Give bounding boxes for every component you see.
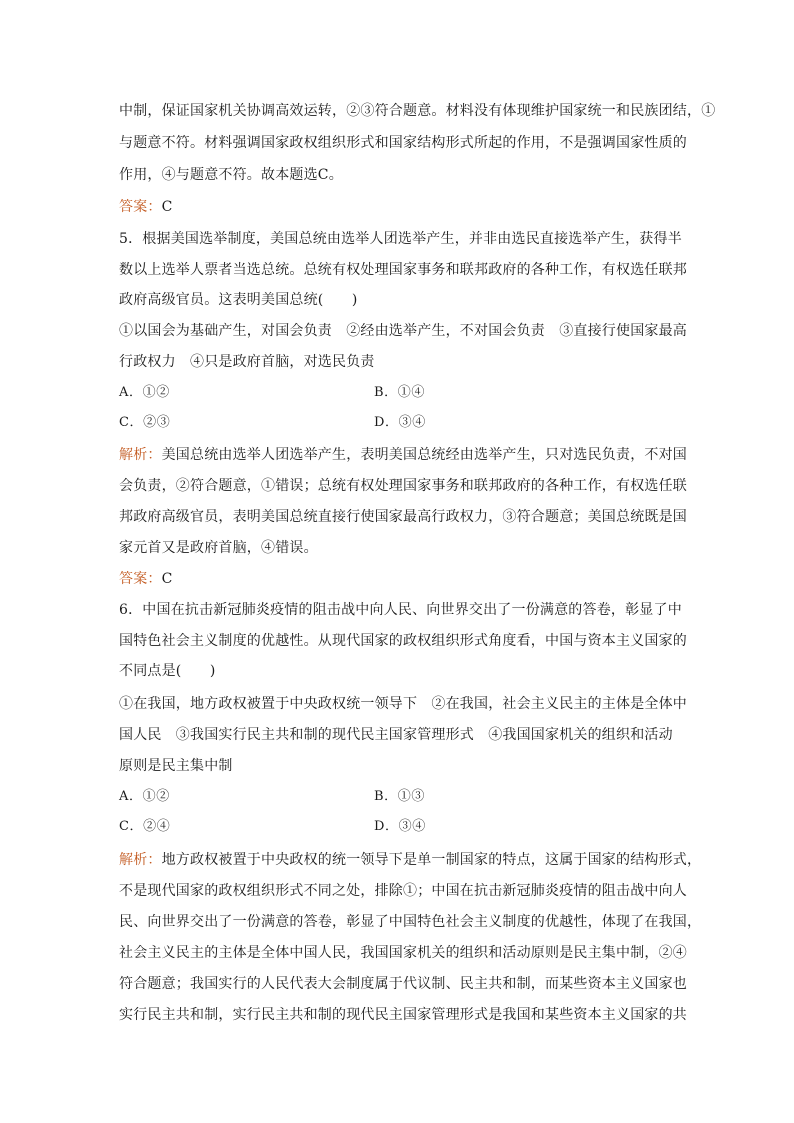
q5-option-a: A．①②	[119, 385, 170, 400]
intro-line-1: 中制，保证国家机关协调高效运转，②③符合题意。材料没有体现维护国家统一和民族团结，①	[119, 103, 716, 119]
intro-answer	[119, 197, 173, 217]
intro-answer-label: 答案：	[119, 199, 162, 215]
q6-option-c: C．②④	[119, 819, 171, 834]
q6-option-d: D．③④	[374, 819, 426, 834]
q6-analysis-line-5: 符合题意；我国实行的人民代表大会制度属于代议制、民主共和制，而某些资本主义国家也	[119, 976, 687, 992]
q6-analysis-line-1	[119, 850, 701, 870]
q6-stem-line-1: 6．中国在抗击新冠肺炎疫情的阻击战中向人民、向世界交出了一份满意的答卷，彰显了中	[119, 602, 682, 618]
intro-answer-value: C	[161, 199, 173, 215]
q5-answer-value: C	[161, 571, 173, 587]
q6-statements-line-2: 国人民 ③我国实行民主共和制的现代民主国家管理形式 ④我国国家机关的组织和活动	[119, 727, 673, 743]
q5-stem-line-2: 数以上选举人票者当选总统。总统有权处理国家事务和联邦政府的各种工作，有权选任联邦	[119, 262, 687, 278]
q6-analysis-text-1: 地方政权被置于中央政权的统一领导下是单一制国家的特点，这属于国家的结构形式，	[161, 852, 702, 868]
q5-analysis-line-3: 邦政府高级官员，表明美国总统直接行使国家最高行政权力，③符合题意；美国总统既是国	[119, 509, 687, 525]
q5-option-c: C．②③	[119, 415, 171, 430]
q5-analysis-label: 解析：	[119, 447, 162, 463]
q6-option-b: B．①③	[374, 789, 425, 804]
q5-answer-label: 答案：	[119, 571, 162, 587]
q6-analysis-label: 解析：	[119, 852, 162, 868]
q6-stem-line-3: 不同点是( )	[119, 663, 216, 679]
q6-analysis-line-3: 民、向世界交出了一份满意的答卷，彰显了中国特色社会主义制度的优越性，体现了在我国，	[119, 914, 702, 930]
q6-analysis-line-2: 不是现代国家的政权组织形式不同之处，排除①；中国在抗击新冠肺炎疫情的阻击战中向人	[119, 883, 687, 899]
q6-stem-line-2: 国特色社会主义制度的优越性。从现代国家的政权组织形式角度看，中国与资本主义国家的	[119, 633, 687, 649]
q5-answer	[119, 569, 173, 589]
q5-analysis-text-1: 美国总统由选举人团选举产生，表明美国总统经由选举产生，只对选民负责，不对国	[161, 447, 688, 463]
q5-statements-line-1: ①以国会为基础产生，对国会负责 ②经由选举产生，不对国会负责 ③直接行使国家最高	[119, 323, 687, 339]
q5-analysis-line-1	[119, 445, 687, 465]
intro-line-2: 与题意不符。材料强调国家政权组织形式和国家结构形式所起的作用，不是强调国家性质的	[119, 135, 687, 151]
intro-line-3: 作用，④与题意不符。故本题选C。	[119, 167, 343, 183]
q5-option-b: B．①④	[374, 385, 425, 400]
q6-analysis-line-6: 实行民主共和制，实行民主共和制的现代民主国家管理形式是我国和某些资本主义国家的共	[119, 1007, 687, 1023]
q5-analysis-line-4: 家元首又是政府首脑，④错误。	[119, 540, 318, 556]
q5-statements-line-2: 行政权力 ④只是政府首脑，对选民负责	[119, 354, 375, 370]
q5-stem-line-3: 政府高级官员。这表明美国总统( )	[119, 292, 358, 308]
q5-stem-line-1: 5．根据美国选举制度，美国总统由选举人团选举产生，并非由选民直接选举产生，获得半	[119, 231, 682, 247]
q6-option-a: A．①②	[119, 789, 170, 804]
q6-analysis-line-4: 社会主义民主的主体是全体中国人民，我国国家机关的组织和活动原则是民主集中制，②④	[119, 945, 687, 961]
q5-option-d: D．③④	[374, 415, 426, 430]
q6-statements-line-3: 原则是民主集中制	[119, 758, 233, 774]
q6-statements-line-1: ①在我国，地方政权被置于中央政权统一领导下 ②在我国，社会主义民主的主体是全体中	[119, 696, 687, 712]
q5-analysis-line-2: 会负责，②符合题意，①错误；总统有权处理国家事务和联邦政府的各种工作，有权选任联	[119, 478, 687, 494]
